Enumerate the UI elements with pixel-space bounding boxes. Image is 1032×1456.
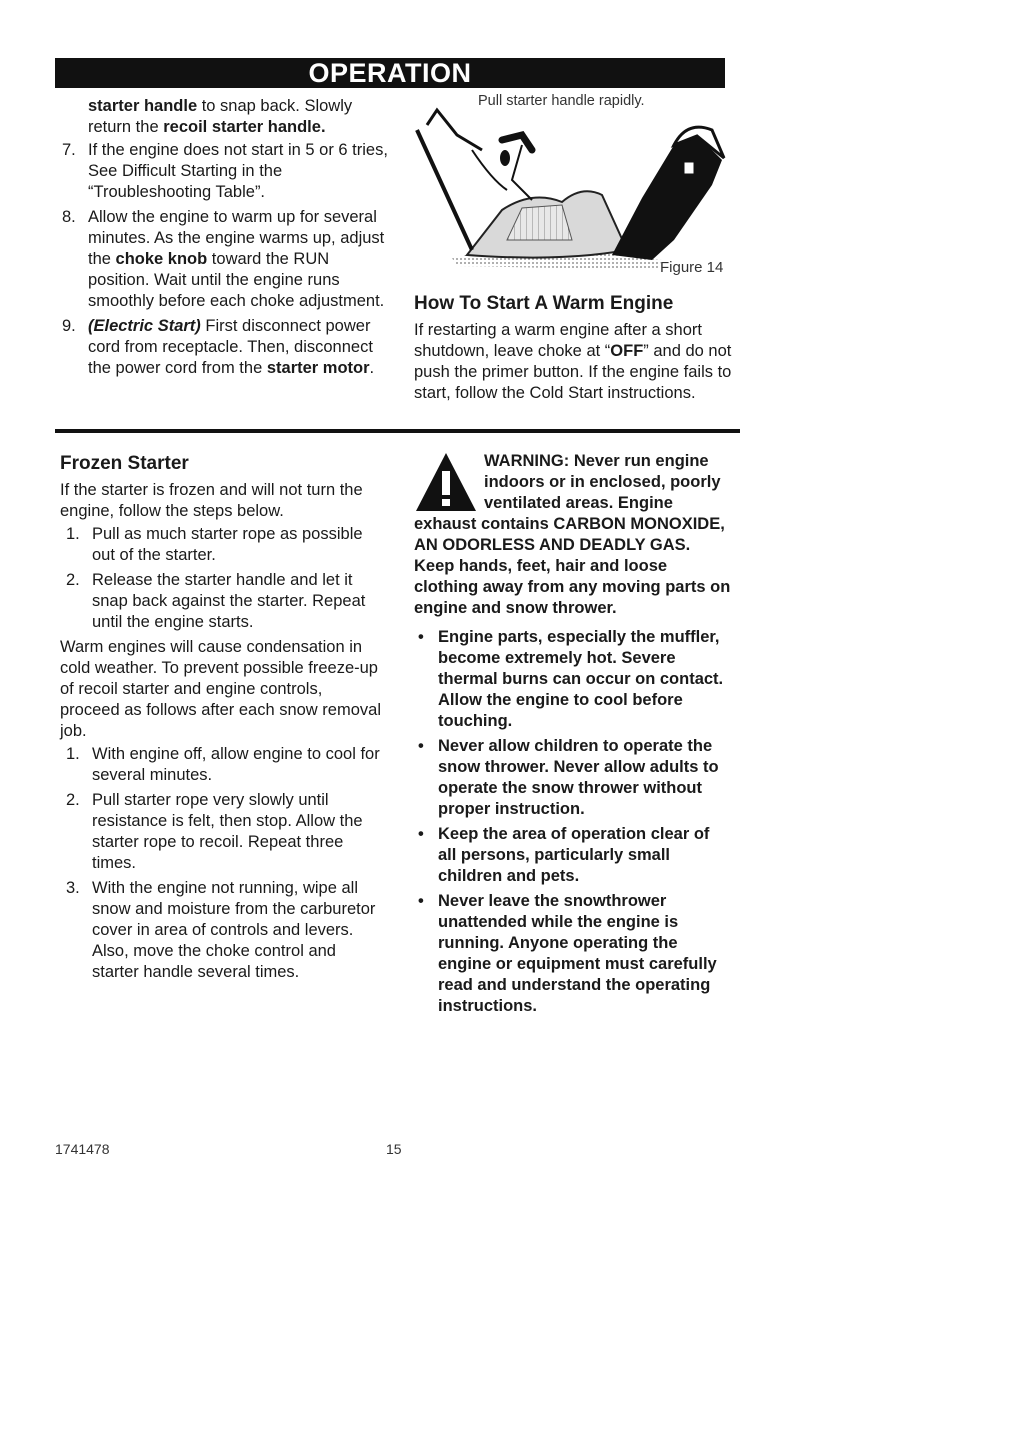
bullet-dot: •: [418, 628, 424, 646]
left-top-column: [62, 96, 388, 383]
warm-engine-text: [414, 320, 734, 404]
frozen-intro: If the starter is frozen and will not turn the engine, follow the steps below.: [60, 481, 363, 520]
step-text: Pull starter rope very slowly until resistance is felt, then stop. Allow the starter rope to recoil. Repeat three times.: [92, 791, 363, 872]
step-text: Allow the engine to warm up for several minutes. As the engine warms up, adjust the: [88, 208, 385, 268]
document-number: 1741478: [55, 1141, 110, 1157]
snowthrower-starter-illustration: [412, 90, 732, 280]
warning-box: [414, 451, 732, 1021]
step-8: [56, 207, 388, 312]
intro-text-1: to snap back. Slowly return the: [88, 97, 353, 136]
step-text: Release the starter handle and let it snap back against the starter. Repeat until the engine starts.: [92, 571, 366, 631]
step-number: 7.: [62, 141, 76, 159]
cool-step: [60, 744, 382, 786]
warning-bullet: [414, 891, 732, 1017]
frozen-step: [60, 524, 382, 566]
step-number: 3.: [66, 879, 80, 897]
off-label: OFF: [610, 342, 644, 360]
step-text: .: [369, 359, 375, 377]
step-emphasis: (Electric Start): [88, 317, 201, 335]
warm-text-a: If restarting a warm engine after a short shutdown, leave choke at “: [414, 321, 702, 360]
section-header: OPERATION: [55, 58, 725, 88]
step-text: toward the RUN position. Wait until the engine runs smoothly before each choke adjustment.: [88, 250, 385, 310]
bullet-dot: •: [418, 737, 424, 755]
step-number: 2.: [66, 791, 80, 809]
step-number: 1.: [66, 745, 80, 763]
bullet-dot: •: [418, 892, 424, 910]
warning-text: WARNING: Never run engine indoors or in enclosed, poorly ventilated areas. Engine exhaust contains CARBON MONOXIDE, AN ODORLESS AND DEADLY GAS. Keep hands, feet, hair and loose clothing away from any moving parts on engine and snow thrower.: [414, 452, 731, 617]
step-text: With the engine not running, wipe all snow and moisture from the carburetor cover in area of controls and levers. Also, move the choke control and starter handle several times.: [92, 879, 376, 981]
frozen-starter-section: [60, 452, 382, 987]
frozen-step: [60, 570, 382, 633]
warning-bullet: [414, 627, 732, 732]
step-bold: choke knob: [115, 250, 208, 268]
step-7: [56, 140, 388, 203]
step-number: 9.: [62, 317, 76, 335]
step-text: With engine off, allow engine to cool for several minutes.: [92, 745, 380, 784]
page-number: 15: [386, 1141, 402, 1157]
step-number: 8.: [62, 208, 76, 226]
condensation-paragraph: Warm engines will cause condensation in cold weather. To prevent possible freeze-up of recoil starter and engine controls, proceed as follows after each snow removal job.: [60, 638, 381, 740]
step-text: Pull as much starter rope as possible out of the starter.: [92, 525, 363, 564]
warm-engine-heading: How To Start A Warm Engine: [414, 293, 674, 314]
section-divider: [55, 429, 740, 433]
bullet-dot: •: [418, 825, 424, 843]
bullet-text: Never leave the snowthrower unattended while the engine is running. Anyone operating the engine or equipment must carefully read and understand the operating instructions.: [438, 892, 717, 1015]
step-text: If the engine does not start in 5 or 6 tries, See Difficult Starting in the “Troubleshooting Table”.: [88, 141, 388, 201]
bullet-text: Keep the area of operation clear of all persons, particularly small children and pets.: [438, 825, 710, 885]
step-text: First disconnect power cord from receptacle. Then, disconnect the power cord from the: [88, 317, 373, 377]
cool-step: [60, 878, 382, 983]
cool-step: [60, 790, 382, 874]
figure-label: Figure 14: [660, 259, 724, 276]
warning-bullet: [414, 824, 732, 887]
warm-engine-section: [414, 292, 734, 406]
warm-text-b: ” and do not push the primer button. If the engine fails to start, follow the Cold Start instructions.: [414, 342, 732, 402]
intro-paragraph: [88, 96, 388, 138]
step-number: 2.: [66, 571, 80, 589]
intro-bold-2: recoil starter handle.: [163, 118, 326, 136]
bullet-text: Never allow children to operate the snow thrower. Never allow adults to operate the snow thrower without proper instruction.: [438, 737, 719, 818]
frozen-starter-heading: Frozen Starter: [60, 453, 189, 474]
intro-bold-1: starter handle: [88, 97, 198, 115]
figure-caption: Pull starter handle rapidly.: [478, 93, 645, 109]
warning-bullet: [414, 736, 732, 820]
warning-triangle-icon: [414, 451, 478, 513]
step-9: [56, 316, 388, 379]
step-number: 1.: [66, 525, 80, 543]
step-bold: starter motor: [266, 359, 370, 377]
bullet-text: Engine parts, especially the muffler, become extremely hot. Severe thermal burns can occur on contact. Allow the engine to cool before touching.: [438, 628, 724, 730]
